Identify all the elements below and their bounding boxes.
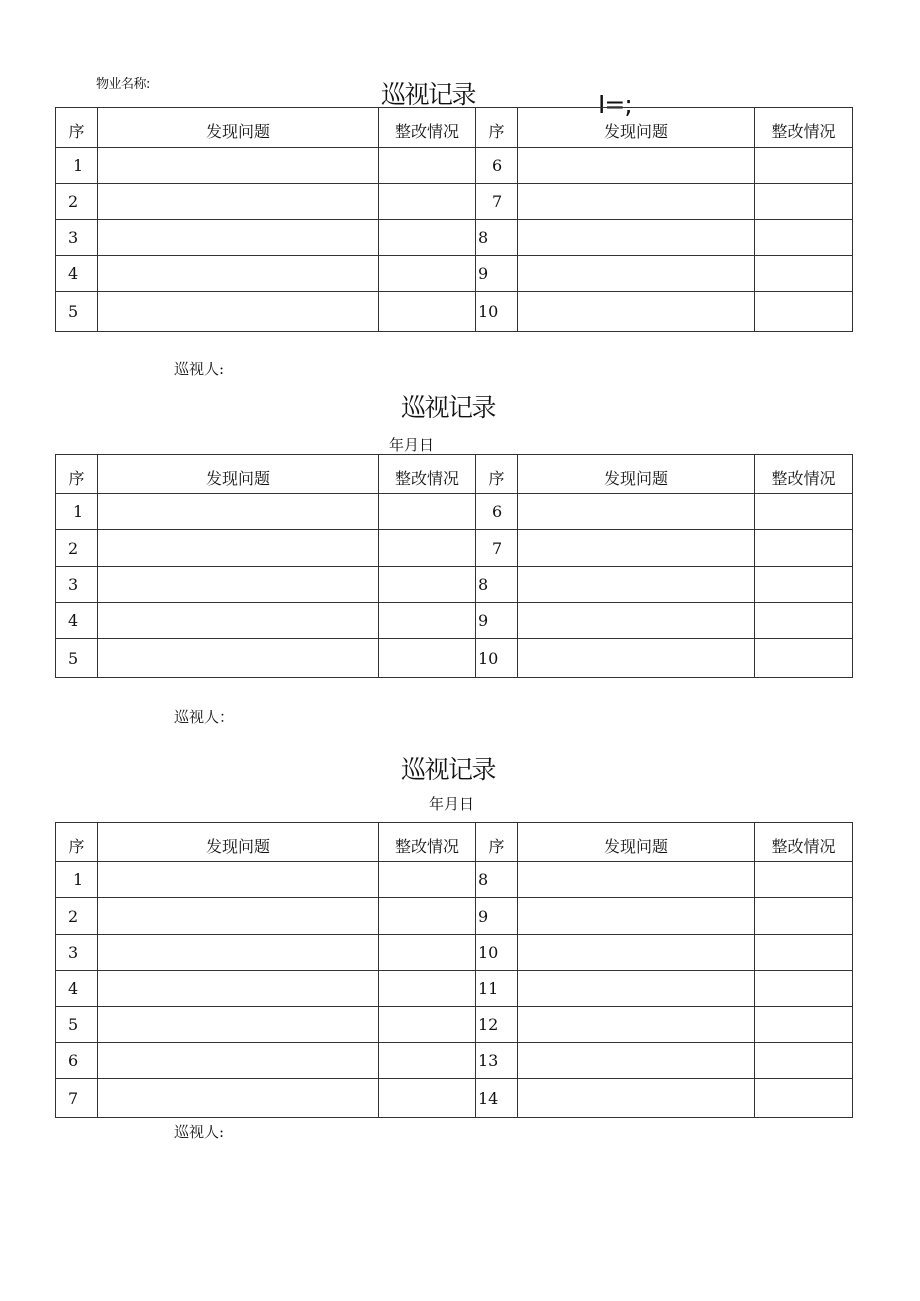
table-row [56,862,853,898]
issue-cell[interactable] [98,862,379,898]
seq-cell: 7 [476,530,518,567]
table-row [56,292,853,332]
table-row [56,494,853,530]
issue-cell[interactable] [98,971,379,1007]
issue-cell[interactable] [518,603,755,639]
status-cell[interactable] [379,184,476,220]
status-cell[interactable] [379,1007,476,1043]
issue-cell[interactable] [98,220,379,256]
issue-cell[interactable] [98,1007,379,1043]
record-title: 巡视记录 [401,393,496,422]
seq-cell: 6 [56,1043,98,1079]
status-header: 整改情况 [755,108,853,148]
table-row [56,971,853,1007]
issue-cell[interactable] [98,567,379,603]
issue-cell[interactable] [98,1043,379,1079]
seq-cell: 6 [476,494,518,530]
property-name-label: 物业名称: [96,77,150,92]
issue-header: 发现问题 [98,455,379,494]
issue-cell[interactable] [518,494,755,530]
issue-cell[interactable] [98,898,379,935]
status-cell[interactable] [755,971,853,1007]
seq-cell: 11 [476,971,518,1007]
seq-cell: 5 [56,1007,98,1043]
issue-cell[interactable] [518,639,755,678]
stray-mark: I=; [598,90,632,119]
issue-cell[interactable] [98,603,379,639]
seq-header: 序 [476,455,518,494]
status-cell[interactable] [379,530,476,567]
status-cell[interactable] [755,530,853,567]
issue-cell[interactable] [518,862,755,898]
issue-cell[interactable] [98,1079,379,1118]
status-cell[interactable] [755,898,853,935]
status-cell[interactable] [755,292,853,332]
seq-cell: 4 [56,256,98,292]
table-row [56,184,853,220]
table-row [56,898,853,935]
status-cell[interactable] [755,1007,853,1043]
table-row [56,220,853,256]
status-header: 整改情况 [379,823,476,862]
seq-cell: 7 [476,184,518,220]
status-cell[interactable] [379,1043,476,1079]
status-cell[interactable] [755,148,853,184]
status-cell[interactable] [379,220,476,256]
status-cell[interactable] [755,220,853,256]
inspector-label: 巡视人: [174,1123,225,1141]
table-row [56,1079,853,1118]
table-row [56,256,853,292]
status-cell[interactable] [755,494,853,530]
issue-header: 发现问题 [98,108,379,148]
issue-cell[interactable] [98,935,379,971]
issue-cell[interactable] [518,567,755,603]
table-header-row [56,108,853,148]
seq-cell: 10 [476,935,518,971]
issue-cell[interactable] [518,898,755,935]
seq-header: 序 [476,108,518,148]
status-cell[interactable] [379,603,476,639]
seq-cell: 3 [56,220,98,256]
seq-cell: 8 [476,567,518,603]
record-table [55,107,853,332]
issue-cell[interactable] [98,256,379,292]
issue-header: 发现问题 [518,823,755,862]
date-label: 年月日 [389,436,435,454]
issue-cell[interactable] [518,256,755,292]
issue-cell[interactable] [518,148,755,184]
status-cell[interactable] [755,935,853,971]
issue-cell[interactable] [518,971,755,1007]
status-cell[interactable] [379,1079,476,1118]
seq-cell: 2 [56,530,98,567]
status-header: 整改情况 [755,823,853,862]
issue-cell[interactable] [518,935,755,971]
status-cell[interactable] [755,1079,853,1118]
table-header-row [56,823,853,862]
seq-cell: 7 [56,1079,98,1118]
seq-cell: 10 [476,639,518,678]
seq-cell: 14 [476,1079,518,1118]
seq-cell: 5 [56,292,98,332]
issue-cell[interactable] [98,530,379,567]
issue-cell[interactable] [98,292,379,332]
seq-cell: 2 [56,184,98,220]
issue-cell[interactable] [518,184,755,220]
seq-header: 序 [56,823,98,862]
issue-cell[interactable] [518,1079,755,1118]
seq-cell: 4 [56,603,98,639]
status-cell[interactable] [755,184,853,220]
seq-cell: 9 [476,898,518,935]
issue-cell[interactable] [518,220,755,256]
inspector-label: 巡视人: [174,360,225,378]
issue-cell[interactable] [518,530,755,567]
table-row [56,148,853,184]
issue-cell[interactable] [98,184,379,220]
issue-header: 发现问题 [98,823,379,862]
status-cell[interactable] [379,862,476,898]
status-cell[interactable] [379,256,476,292]
table-row [56,639,853,678]
table-row [56,1043,853,1079]
status-cell[interactable] [379,898,476,935]
seq-cell: 1 [56,862,98,898]
table-row [56,1007,853,1043]
record-title: 巡视记录 [401,755,496,784]
table-row [56,567,853,603]
record-title: 巡视记录 [381,80,476,109]
seq-header: 序 [476,823,518,862]
status-header: 整改情况 [379,455,476,494]
status-cell[interactable] [755,256,853,292]
seq-cell: 13 [476,1043,518,1079]
seq-cell: 9 [476,603,518,639]
seq-cell: 1 [56,148,98,184]
status-cell[interactable] [379,971,476,1007]
seq-header: 序 [56,455,98,494]
table-row [56,530,853,567]
seq-cell: 3 [56,935,98,971]
seq-cell: 8 [476,862,518,898]
seq-header: 序 [56,108,98,148]
status-cell[interactable] [755,862,853,898]
issue-header: 发现问题 [518,108,755,148]
date-label: 年月日 [429,795,475,813]
status-header: 整改情况 [755,455,853,494]
issue-cell[interactable] [98,148,379,184]
status-header: 整改情况 [379,108,476,148]
seq-cell: 12 [476,1007,518,1043]
status-cell[interactable] [379,494,476,530]
seq-cell: 9 [476,256,518,292]
record-table [55,454,853,678]
status-cell[interactable] [379,567,476,603]
seq-cell: 3 [56,567,98,603]
issue-cell[interactable] [518,292,755,332]
seq-cell: 2 [56,898,98,935]
status-cell[interactable] [755,1043,853,1079]
table-row [56,935,853,971]
issue-header: 发现问题 [518,455,755,494]
issue-cell[interactable] [98,639,379,678]
record-table [55,822,853,1118]
seq-cell: 10 [476,292,518,332]
issue-cell[interactable] [518,1007,755,1043]
status-cell[interactable] [755,639,853,678]
issue-cell[interactable] [98,494,379,530]
status-cell[interactable] [379,292,476,332]
status-cell[interactable] [379,148,476,184]
status-cell[interactable] [755,567,853,603]
seq-cell: 1 [56,494,98,530]
seq-cell: 5 [56,639,98,678]
inspector-label: 巡视人： [174,708,235,726]
table-header-row [56,455,853,494]
status-cell[interactable] [755,603,853,639]
table-row [56,603,853,639]
seq-cell: 4 [56,971,98,1007]
seq-cell: 6 [476,148,518,184]
status-cell[interactable] [379,935,476,971]
issue-cell[interactable] [518,1043,755,1079]
status-cell[interactable] [379,639,476,678]
seq-cell: 8 [476,220,518,256]
